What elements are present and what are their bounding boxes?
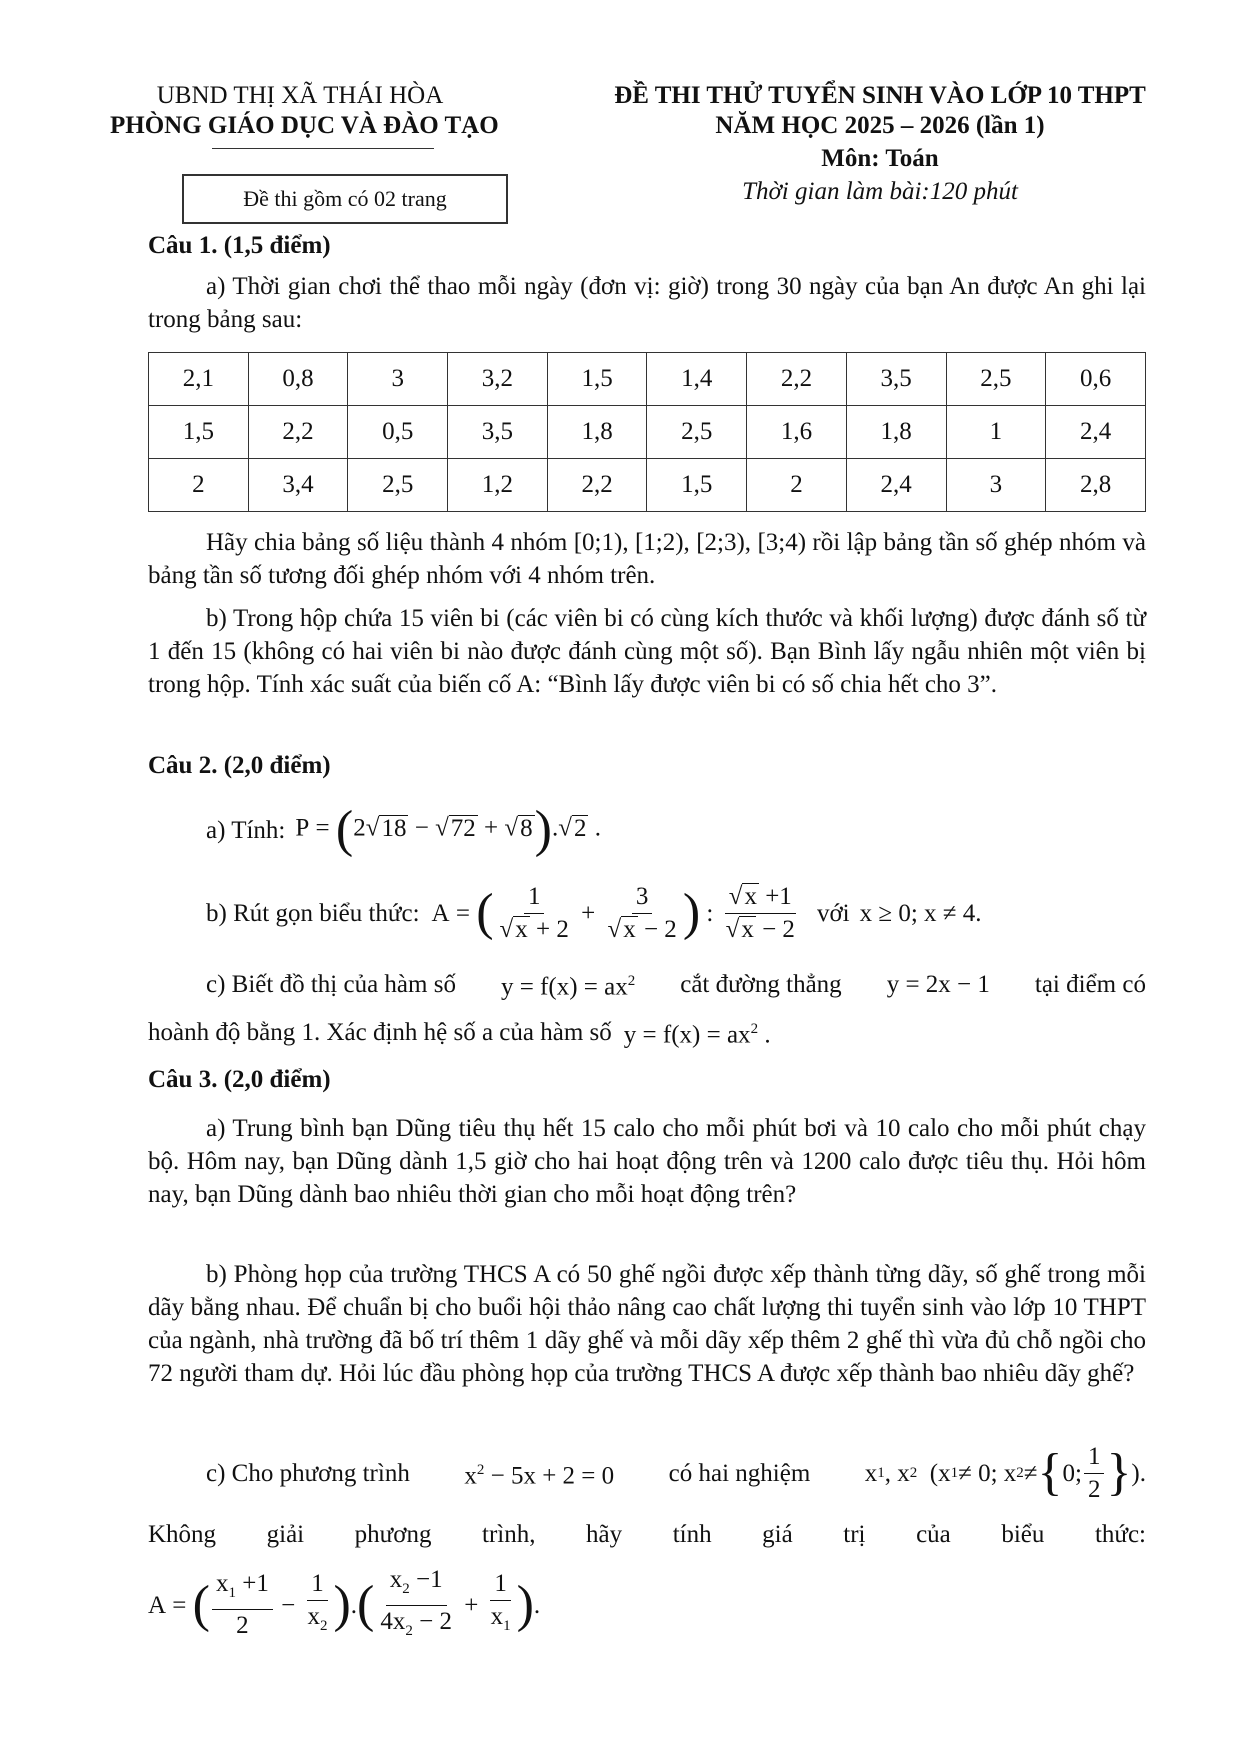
table-cell: 2,5 [348,459,448,512]
q3a-text: a) Trung bình bạn Dũng tiêu thụ hết 15 calo cho mỗi phút bơi và 10 calo cho mỗi phút chạy bộ. Hôm nay, bạn Dũng dành 1,5 giờ cho hai hoạt động trên và 1200 calo được tiêu thụ. Hỏi hôm nay, bạn Dũng dành bao nhiêu thời gian cho mỗi hoạt động trên? [148,1115,1146,1208]
exam-title: ĐỀ THI THỬ TUYỂN SINH VÀO LỚP 10 THPT [614,82,1146,109]
q3c-text1: c) Cho phương trình [206,1459,410,1487]
pages-note-box [182,174,508,224]
q3c-text3: Không giải phương trình, hãy tính giá trị của biểu thức: [148,1521,1146,1548]
table-row [149,406,1146,459]
q3c-line1 [206,1438,1146,1508]
q2c-line-eq: y = 2x − 1 [886,970,990,998]
q2a-expression: P = (2√18 − √72 + √8).√2 . [295,801,601,858]
q3b-text: b) Phòng họp của trường THCS A có 50 ghế ngồi được xếp thành từng dãy, số ghế trong mỗi dãy bằng nhau. Để chuẩn bị cho buổi hội thảo nâng cao chất lượng thi tuyển sinh vào lớp 10 THPT của ngành, nhà trường đã bố trí thêm 1 dãy ghế và mỗi dãy xếp thêm 2 ghế thì vừa đủ chỗ ngồi cho 72 người tham dự. Hỏi lúc đầu phòng họp của trường THCS A được xếp thành bao nhiêu dãy ghế? [148,1261,1146,1387]
table-cell: 2 [747,459,847,512]
q3c-roots: x 1 , x 2 (x 1 ≠ 0; x 2 ≠ { 0; $\frac{1}{2}$ } ). [864,1442,1146,1503]
table-cell: 2,4 [846,459,946,512]
q1b-text: b) Trong hộp chứa 15 viên bi (các viên bi có cùng kích thước và khối lượng) được đánh số từ 1 đến 15 (không có hai viên bi nào được đánh cùng một số). Bạn Bình lấy ngẫu nhiên một viên bị trong hộp. Tính xác suất của biến cố A: “Bình lấy được viên bi có số chia hết cho 3”. [148,605,1146,698]
q1-title: Câu 1. (1,5 điểm) [148,232,331,259]
table-cell: 2,2 [547,459,647,512]
header-authority: UBND THỊ XÃ THÁI HÒA [156,82,444,109]
q2b-line [206,870,982,956]
time-allowed: Thời gian làm bài:120 phút [742,178,1018,205]
q3c-text2: có hai nghiệm [668,1459,811,1487]
table-cell: 2,4 [1046,406,1146,459]
table-cell: 1,5 [149,406,249,459]
table-cell: 1,6 [747,406,847,459]
q3c-expression: A = ( $\frac{x_1 +1}{2}$ − $\frac{1}{x_2}$ ) . ( $\frac{x_2 -1}{4x_2 - 2}$ + $\frac{1}{x_1}$ ) . [148,1565,541,1639]
table-cell: 1,8 [846,406,946,459]
header-department: PHÒNG GIÁO DỤC VÀ ĐÀO TẠO [110,112,499,139]
q2c-line2 [148,1012,771,1052]
table-cell: 1,8 [547,406,647,459]
pages-note: Đề thi gồm có 02 trang [243,186,447,211]
q1a-text: a) Thời gian chơi thể thao mỗi ngày (đơn vị: giờ) trong 30 ngày của bạn An được An ghi lại trong bảng sau: [148,273,1146,333]
school-year: NĂM HỌC 2025 – 2026 (lần 1) [715,112,1045,139]
q2c-text1: c) Biết đồ thị của hàm số [206,970,456,998]
table-cell: 3,5 [448,406,548,459]
table-cell: 2,1 [149,353,249,406]
table-cell: 0,8 [248,353,348,406]
q2c-text2: cắt đường thẳng [680,970,842,998]
table-cell: 2 [149,459,249,512]
q2c-text3: tại điểm có [1034,970,1146,998]
q2b-expression: A = ( $\frac{1}{√x + 2}$ + $\frac{3}{√x - 2}$ ) : $\frac{√x +1}{√x - 2}$ [431,882,795,943]
q2b-condition: x ≥ 0; x ≠ 4. [859,899,982,927]
q2c-function: $y = f(x) = ax^2$ [500,972,636,1001]
table-cell: 1,5 [647,459,747,512]
q2b-condition-word: với [816,899,850,927]
table-cell: 2,2 [747,353,847,406]
table-cell: 2,2 [248,406,348,459]
table-cell: 3 [348,353,448,406]
table-cell: 2,5 [647,406,747,459]
header-underline [212,148,434,149]
table-cell: 2,8 [1046,459,1146,512]
table-cell: 3,4 [248,459,348,512]
table-cell: 0,6 [1046,353,1146,406]
q3-title: Câu 3. (2,0 điểm) [148,1066,331,1093]
table-row [149,353,1146,406]
q1-data-table [148,352,1146,512]
table-cell: 3,5 [846,353,946,406]
table-cell: 1,5 [547,353,647,406]
q2b-label: b) Rút gọn biểu thức: [206,899,420,927]
table-row [149,459,1146,512]
q2a-line [206,801,601,858]
q2c-function-2: $y = f(x) = ax^2$ . [623,1020,771,1049]
q2c-text4: hoành độ bằng 1. Xác định hệ số a của hàm số [148,1018,612,1046]
q2c-line1 [206,964,1146,1004]
table-cell: 1 [946,406,1046,459]
table-cell: 1,4 [647,353,747,406]
table-cell: 2,5 [946,353,1046,406]
q2a-label: a) Tính: [206,816,286,844]
table-cell: 0,5 [348,406,448,459]
q2-title: Câu 2. (2,0 điểm) [148,752,331,779]
q1a-task: Hãy chia bảng số liệu thành 4 nhóm [0;1), [1;2), [2;3), [3;4) rồi lập bảng tần số ghép nhóm và bảng tần số tương đối ghép nhóm với 4 nhóm trên. [148,529,1146,589]
table-cell: 1,2 [448,459,548,512]
table-cell: 3 [946,459,1046,512]
subject: Môn: Toán [821,145,939,172]
q3c-equation: $x^2 - 5x + 2 = 0$ [464,1461,615,1490]
table-cell: 3,2 [448,353,548,406]
